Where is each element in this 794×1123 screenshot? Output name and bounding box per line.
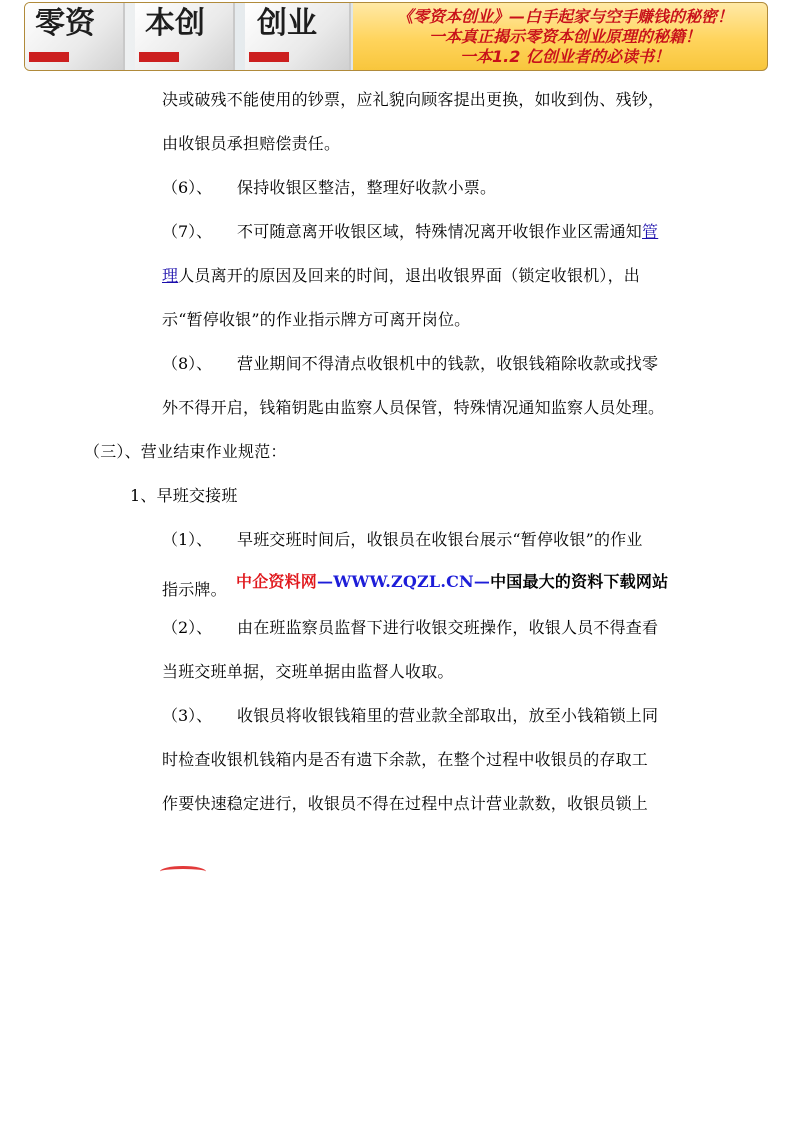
watermark-banner[interactable]	[236, 572, 668, 592]
paragraph-line: 时检查收银机钱箱内是否有遗下余款，在整个过程中收银员的存取工	[162, 750, 649, 769]
paragraph-line: 决或破残不能使用的钞票，应礼貌向顾客提出更换，如收到伪、残钞，	[162, 90, 665, 109]
banner-line-1: 《零资本创业》—白手起家与空手赚钱的秘密！	[396, 7, 733, 26]
paragraph-line: 收银员将收银钱箱里的营业款全部取出，放至小钱箱锁上同	[237, 706, 659, 725]
banner-line-2: 一本真正揭示零资本创业原理的秘籍！	[428, 27, 701, 46]
text-run: 人员离开的原因及回来的时间，退出收银界面（锁定收银机），出	[178, 266, 641, 285]
management-link[interactable]: 管	[642, 222, 659, 241]
book-title-glyph: 本创	[145, 6, 205, 41]
book-title-glyph: 零资	[35, 6, 95, 41]
paragraph-line: 由在班监察员监督下进行收银交班操作，收银人员不得查看	[237, 618, 659, 637]
book-cover	[135, 3, 235, 70]
ad-banner[interactable]	[24, 2, 768, 71]
section-heading: （三）、营业结束作业规范：	[84, 442, 287, 461]
item-number: （6）、	[162, 178, 213, 197]
paragraph-line: 早班交班时间后，收银员在收银台展示“暂停收银”的作业	[237, 530, 643, 549]
banner-line-3: 一本1.2 亿创业者的必读书！	[460, 47, 670, 66]
red-stamp-mark	[160, 866, 206, 877]
management-link[interactable]: 理	[162, 266, 179, 285]
item-number: （2）、	[162, 618, 213, 637]
paragraph-line: 由收银员承担赔偿责任。	[162, 134, 341, 153]
paragraph-line: 指示牌。	[162, 580, 227, 599]
item-number: （1）、	[162, 530, 213, 549]
item-number: （3）、	[162, 706, 213, 725]
watermark-url: —WWW.ZQZL.CN—	[317, 572, 491, 591]
book-cover	[25, 3, 125, 70]
book-covers-image	[25, 3, 353, 70]
watermark-tagline: 中国最大的资料下载网站	[490, 572, 669, 591]
paragraph-line: 外不得开启，钱箱钥匙由监察人员保管，特殊情况通知监察人员处理。	[162, 398, 665, 417]
item-number: （7）、	[162, 222, 213, 241]
watermark-site-name: 中企资料网	[236, 572, 318, 591]
book-cover	[245, 3, 351, 70]
paragraph-line	[162, 266, 640, 286]
book-title-glyph: 创业	[257, 6, 317, 41]
paragraph-line: 营业期间不得清点收银机中的钱款，收银钱箱除收款或找零	[237, 354, 659, 373]
item-number: （8）、	[162, 354, 213, 373]
paragraph-line: 保持收银区整洁，整理好收款小票。	[237, 178, 497, 197]
banner-slogan	[365, 7, 765, 67]
paragraph-line	[237, 222, 658, 242]
paragraph-line: 当班交班单据，交班单据由监督人收取。	[162, 662, 454, 681]
paragraph-line: 示“暂停收银”的作业指示牌方可离开岗位。	[162, 310, 471, 329]
sub-heading: 1、早班交接班	[130, 486, 238, 505]
text-run: 不可随意离开收银区域，特殊情况离开收银作业区需通知	[237, 222, 643, 241]
paragraph-line: 作要快速稳定进行，收银员不得在过程中点计营业款数，收银员锁上	[162, 794, 649, 813]
